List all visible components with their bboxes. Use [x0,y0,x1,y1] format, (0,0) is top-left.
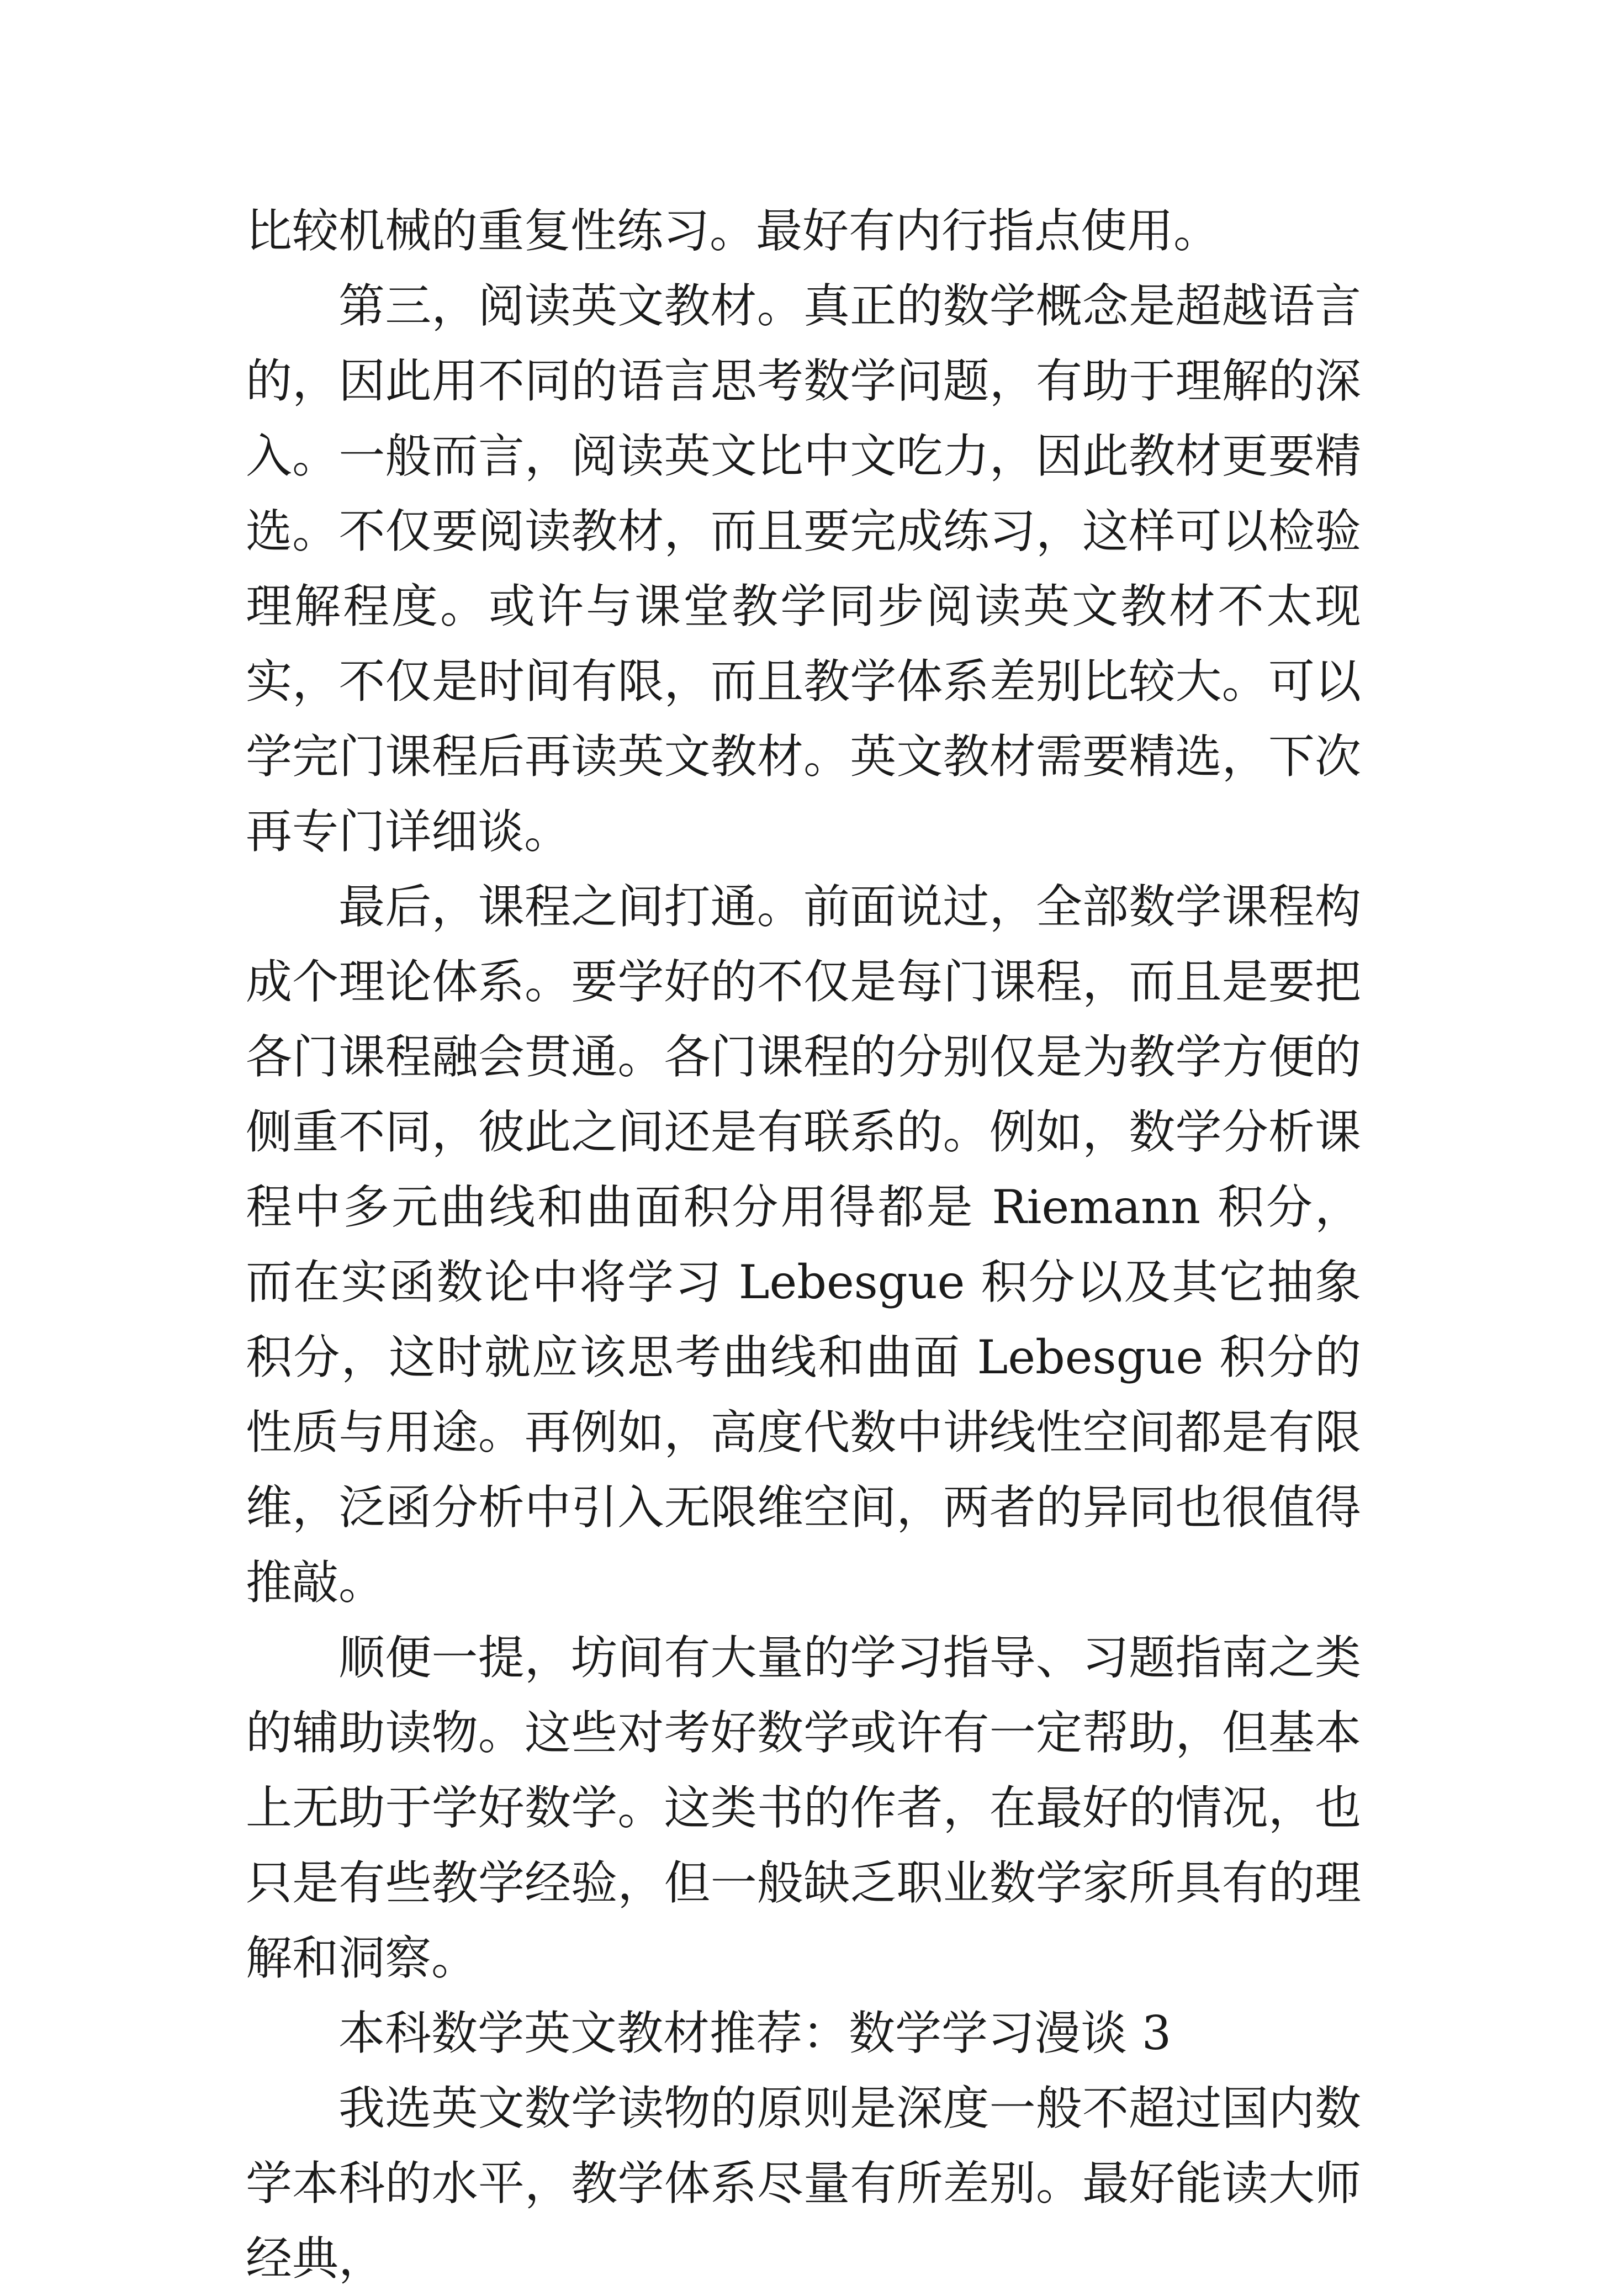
section-heading: 本科数学英文教材推荐：数学学习漫谈 3 [338,2006,1172,2060]
paragraph-last-point: 最后，课程之间打通。前面说过，全部数学课程构成个理论体系。要学好的不仅是每门课程，而且是要把各门课程融会贯通。各门课程的分别仅是为教学方便的侧重不同，彼此之间还是有联系的。例如，数学分析课程中多元曲线和曲面积分用得都是 Riemann 积分，而在实函数论中将学习 Lebesgue 积分以及其它抽象积分，这时就应该思考曲线和曲面 Lebesgue 积分的性质与用途。再例如，高度代数中讲线性空间都是有限维，泛函分析中引入无限维空间，两者的异同也很值得推敲。 [246,880,1361,1610]
paragraph-aside: 顺便一提，坊间有大量的学习指导、习题指南之类的辅助读物。这些对考好数学或许有一定帮助，但基本上无助于学好数学。这类书的作者，在最好的情况，也只是有些教学经验，但一般缺乏职业数学家所具有的理解和洞察。 [246,1631,1361,1985]
paragraph-continuation: 比较机械的重复性练习。最好有内行指点使用。 [246,204,1220,258]
paragraph-selection-principle: 我选英文数学读物的原则是深度一般不超过国内数学本科的水平，教学体系尽量有所差别。最好能读大师经典， [246,2081,1361,2286]
document-body [246,193,1361,2296]
paragraph-third-point: 第三，阅读英文教材。真正的数学概念是超越语言的，因此用不同的语言思考数学问题，有助于理解的深入。一般而言，阅读英文比中文吃力，因此教材更要精选。不仅要阅读教材，而且要完成练习，这样可以检验理解程度。或许与课堂教学同步阅读英文教材不太现实，不仅是时间有限，而且教学体系差别比较大。可以学完门课程后再读英文教材。英文教材需要精选，下次再专门详细谈。 [246,279,1361,859]
